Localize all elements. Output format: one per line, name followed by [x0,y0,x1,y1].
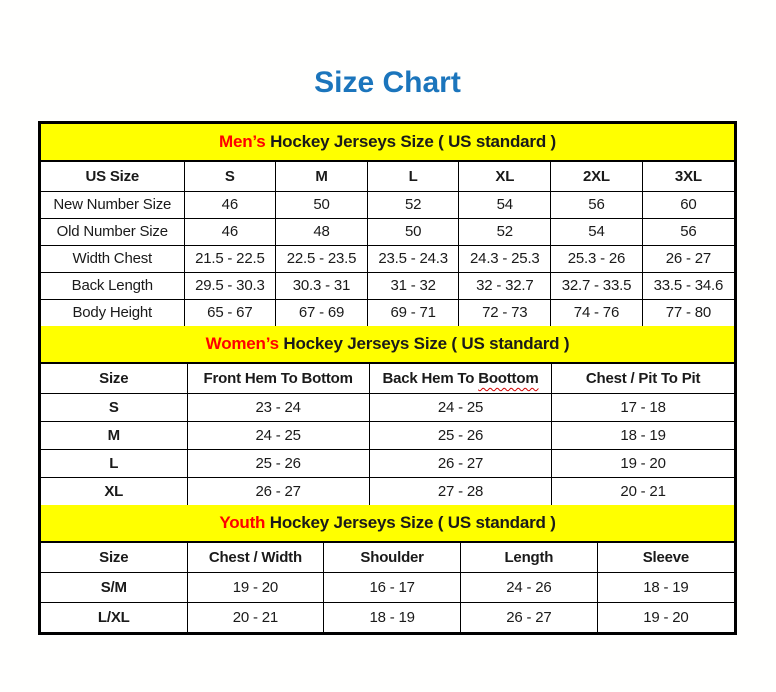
cell-value: 19 - 20 [552,449,734,477]
youth-table [41,543,734,632]
cell-value: 25 - 26 [369,421,551,449]
cell-value: 52 [367,191,459,218]
cell-value: 19 - 20 [597,602,734,632]
cell-value: 24 - 26 [461,572,598,602]
cell-value: 18 - 19 [552,421,734,449]
row-label: XL [41,477,187,505]
row-label: L/XL [41,602,187,632]
page-title: Size Chart [314,66,461,99]
column-header: M [276,162,368,191]
cell-value: 60 [642,191,734,218]
cell-value: 56 [551,191,643,218]
cell-value: 24 - 25 [369,393,551,421]
cell-value: 25 - 26 [187,449,369,477]
cell-value: 52 [459,218,551,245]
table-row [41,245,734,272]
column-header: Back Hem To Boottom [369,364,551,393]
cell-value: 72 - 73 [459,299,551,326]
table-row [41,299,734,326]
header-row [41,543,734,572]
row-label: S/M [41,572,187,602]
cell-value: 74 - 76 [551,299,643,326]
table-row [41,477,734,505]
column-header: Front Hem To Bottom [187,364,369,393]
table-row [41,572,734,602]
column-header: Length [461,543,598,572]
cell-value: 48 [276,218,368,245]
column-header: Size [41,364,187,393]
column-header: XL [459,162,551,191]
row-label: S [41,393,187,421]
header-row [41,162,734,191]
section-header-mens [41,124,734,162]
cell-value: 32.7 - 33.5 [551,272,643,299]
column-header: 2XL [551,162,643,191]
cell-value: 30.3 - 31 [276,272,368,299]
cell-value: 56 [642,218,734,245]
table-row [41,272,734,299]
cell-value: 31 - 32 [367,272,459,299]
row-label: Body Height [41,299,184,326]
cell-value: 32 - 32.7 [459,272,551,299]
row-label: Back Length [41,272,184,299]
section-header-womens [41,326,734,364]
mens-table-body [41,162,734,326]
cell-value: 24 - 25 [187,421,369,449]
table-row [41,218,734,245]
cell-value: 65 - 67 [184,299,276,326]
cell-value: 26 - 27 [187,477,369,505]
table-row [41,393,734,421]
cell-value: 29.5 - 30.3 [184,272,276,299]
cell-value: 67 - 69 [276,299,368,326]
table-row [41,449,734,477]
cell-value: 19 - 20 [187,572,324,602]
cell-value: 46 [184,191,276,218]
cell-value: 69 - 71 [367,299,459,326]
cell-value: 23.5 - 24.3 [367,245,459,272]
mens-table [41,162,734,326]
row-label: Old Number Size [41,218,184,245]
section-highlight-womens: Women’s [205,334,279,353]
youth-table-body [41,543,734,632]
cell-value: 26 - 27 [642,245,734,272]
cell-value: 25.3 - 26 [551,245,643,272]
misspelled-word: Boottom [478,369,539,387]
section-highlight-mens: Men’s [219,132,266,151]
section-heading-youth-text: Hockey Jerseys Size ( US standard ) [265,513,556,532]
cell-value: 46 [184,218,276,245]
cell-value: 24.3 - 25.3 [459,245,551,272]
cell-value: 18 - 19 [597,572,734,602]
row-label: L [41,449,187,477]
cell-value: 33.5 - 34.6 [642,272,734,299]
cell-value: 50 [367,218,459,245]
cell-value: 50 [276,191,368,218]
section-heading-womens-text: Hockey Jerseys Size ( US standard ) [278,334,570,353]
cell-value: 26 - 27 [461,602,598,632]
column-header: L [367,162,459,191]
cell-value: 20 - 21 [552,477,734,505]
section-header-youth [41,505,734,543]
column-header: S [184,162,276,191]
cell-value: 54 [551,218,643,245]
column-header: Size [41,543,187,572]
header-row [41,364,734,393]
womens-table-body [41,364,734,505]
section-highlight-youth: Youth [219,513,266,532]
column-header: Sleeve [597,543,734,572]
cell-value: 54 [459,191,551,218]
cell-value: 22.5 - 23.5 [276,245,368,272]
cell-value: 27 - 28 [369,477,551,505]
row-label: M [41,421,187,449]
womens-table [41,364,734,505]
cell-value: 26 - 27 [369,449,551,477]
table-row [41,191,734,218]
cell-value: 16 - 17 [324,572,461,602]
section-heading-mens-text: Hockey Jerseys Size ( US standard ) [265,132,556,151]
column-header: 3XL [642,162,734,191]
row-label: New Number Size [41,191,184,218]
cell-value: 20 - 21 [187,602,324,632]
cell-value: 18 - 19 [324,602,461,632]
size-chart [38,121,737,635]
cell-value: 21.5 - 22.5 [184,245,276,272]
column-header: Shoulder [324,543,461,572]
row-label: Width Chest [41,245,184,272]
cell-value: 17 - 18 [552,393,734,421]
cell-value: 77 - 80 [642,299,734,326]
column-header: US Size [41,162,184,191]
table-row [41,602,734,632]
column-header: Chest / Pit To Pit [552,364,734,393]
table-row [41,421,734,449]
column-header: Chest / Width [187,543,324,572]
cell-value: 23 - 24 [187,393,369,421]
